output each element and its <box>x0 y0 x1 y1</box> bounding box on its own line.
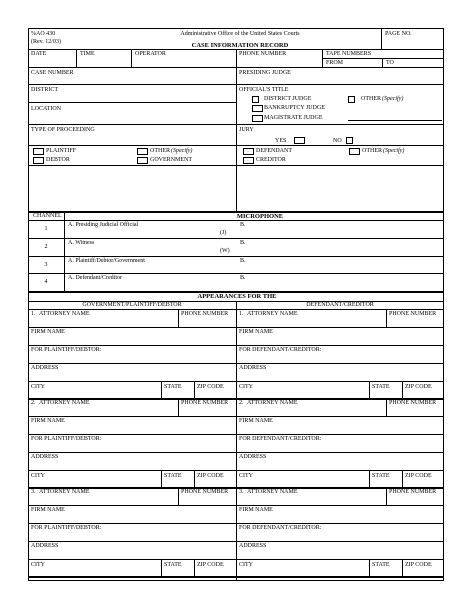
district-judge-checkbox[interactable] <box>252 96 259 103</box>
attorney-number: 3. <box>239 489 244 495</box>
represented-party-label: FOR PLAINTIFF/DEBTOR: <box>31 347 102 353</box>
firm-name-label: FIRM NAME <box>31 418 65 424</box>
debtor-label: DEBTOR <box>46 157 70 163</box>
represented-party-label: FOR DEFENDANT/CREDITOR: <box>239 436 322 442</box>
location-label: LOCATION <box>31 106 61 112</box>
attorney-name-label: ATTORNEY NAME <box>39 400 90 406</box>
jury-no-checkbox[interactable] <box>346 137 353 144</box>
tape-from-label: FROM <box>326 60 344 66</box>
other-party-right-checkbox[interactable] <box>349 148 360 155</box>
phone-number-label: PHONE NUMBER <box>239 51 287 57</box>
represented-party-label: FOR PLAINTIFF/DEBTOR: <box>31 525 102 531</box>
firm-name-label: FIRM NAME <box>239 329 273 335</box>
city-label: CITY <box>31 473 45 479</box>
tape-numbers-label: TAPE NUMBERS <box>326 51 372 57</box>
channel-number: 2 <box>44 244 48 250</box>
other-title-checkbox[interactable] <box>348 96 355 103</box>
attorney-number: 2. <box>239 400 244 406</box>
time-label: TIME <box>80 51 95 57</box>
mic-a-tag: (J) <box>220 230 227 236</box>
appearances-left-header: GOVERNMENT/PLAINTIFF/DEBTOR <box>82 302 182 308</box>
operator-label: OPERATOR <box>135 51 166 57</box>
firm-name-label: FIRM NAME <box>239 507 273 513</box>
zip-code-label: ZIP CODE <box>197 384 224 390</box>
attorney-number: 3. <box>31 489 36 495</box>
bankruptcy-judge-label: BANKRUPTCY JUDGE <box>264 105 325 111</box>
attorney-phone-label: PHONE NUMBER <box>389 400 437 406</box>
attorney-name-label: ATTORNEY NAME <box>39 489 90 495</box>
creditor-label: CREDITOR <box>256 157 286 163</box>
other-party-right-label: OTHER <box>362 148 382 154</box>
firm-name-label: FIRM NAME <box>31 329 65 335</box>
officials-title-label: OFFICIAL'S TITLE <box>239 87 289 93</box>
attorney-name-label: ATTORNEY NAME <box>247 311 298 317</box>
other-party-left-label: OTHER <box>150 148 170 154</box>
channel-number: 3 <box>44 262 48 268</box>
defendant-label: DEFENDANT <box>256 148 292 154</box>
state-label: STATE <box>164 473 182 479</box>
plaintiff-label: PLAINTIFF <box>46 148 77 154</box>
case-number-label: CASE NUMBER <box>31 70 74 76</box>
firm-name-label: FIRM NAME <box>31 507 65 513</box>
jury-yes-checkbox[interactable] <box>294 137 305 144</box>
district-judge-label: DISTRICT JUDGE <box>264 96 312 102</box>
represented-party-label: FOR DEFENDANT/CREDITOR: <box>239 347 322 353</box>
page-no-label: PAGE NO. <box>385 31 412 37</box>
zip-code-label: ZIP CODE <box>405 384 432 390</box>
represented-party-label: FOR PLAINTIFF/DEBTOR: <box>31 436 102 442</box>
form-title: CASE INFORMATION RECORD <box>191 42 289 49</box>
city-label: CITY <box>239 473 253 479</box>
presiding-judge-label: PRESIDING JUDGE <box>239 70 291 76</box>
address-label: ADDRESS <box>31 543 59 549</box>
attorney-phone-label: PHONE NUMBER <box>181 489 229 495</box>
date-label: DATE <box>31 51 47 57</box>
state-label: STATE <box>372 384 390 390</box>
city-label: CITY <box>239 384 253 390</box>
represented-party-label: FOR DEFENDANT/CREDITOR: <box>239 525 322 531</box>
defendant-checkbox[interactable] <box>243 148 254 155</box>
mic-a-label: A. Witness <box>68 240 95 246</box>
form-number: %AO 430 <box>31 31 56 37</box>
mic-a-label: A. Presiding Judicial Official <box>68 222 139 228</box>
jury-no-label: NO <box>333 138 342 144</box>
zip-code-label: ZIP CODE <box>197 562 224 568</box>
attorney-name-label: ATTORNEY NAME <box>247 400 298 406</box>
attorney-phone-label: PHONE NUMBER <box>181 400 229 406</box>
magistrate-judge-label: MAGISTRATE JUDGE <box>264 115 323 121</box>
other-party-left-specify: (Specify) <box>171 148 193 154</box>
channel-number: 1 <box>44 226 48 232</box>
magistrate-judge-checkbox[interactable] <box>252 115 263 122</box>
zip-code-label: ZIP CODE <box>405 562 432 568</box>
other-party-right-specify: (Specify) <box>383 148 405 154</box>
type-of-proceeding-label: TYPE OF PROCEEDING <box>31 127 95 133</box>
state-label: STATE <box>164 384 182 390</box>
form-revision: (Rev. 12/03) <box>31 39 61 45</box>
other-title-specify: (Specify) <box>382 96 404 102</box>
mic-b-label: B. <box>240 275 246 281</box>
jury-yes-label: YES <box>275 138 287 144</box>
mic-b-label: B. <box>240 258 246 264</box>
attorney-name-label: ATTORNEY NAME <box>247 489 298 495</box>
government-label: GOVERNMENT <box>150 157 192 163</box>
channel-header: CHANNEL <box>33 213 62 219</box>
zip-code-label: ZIP CODE <box>405 473 432 479</box>
city-label: CITY <box>239 562 253 568</box>
address-label: ADDRESS <box>239 454 267 460</box>
address-label: ADDRESS <box>31 365 59 371</box>
state-label: STATE <box>372 473 390 479</box>
government-checkbox[interactable] <box>137 157 148 164</box>
other-title-label: OTHER <box>361 96 381 102</box>
appearances-right-header: DEFENDANT/CREDITOR <box>306 302 374 308</box>
mic-b-label: B. <box>240 240 246 246</box>
mic-b-label: B. <box>240 222 246 228</box>
appearances-title: APPEARANCES FOR THE <box>197 293 277 300</box>
zip-code-label: ZIP CODE <box>197 473 224 479</box>
firm-name-label: FIRM NAME <box>239 418 273 424</box>
agency-name: Administrative Office of the United States Courts <box>180 31 300 37</box>
debtor-checkbox[interactable] <box>33 157 44 164</box>
attorney-name-label: ATTORNEY NAME <box>39 311 90 317</box>
address-label: ADDRESS <box>31 454 59 460</box>
address-label: ADDRESS <box>239 543 267 549</box>
attorney-phone-label: PHONE NUMBER <box>389 489 437 495</box>
attorney-phone-label: PHONE NUMBER <box>181 311 229 317</box>
channel-number: 4 <box>44 279 48 285</box>
attorney-number: 1. <box>31 311 36 317</box>
attorney-phone-label: PHONE NUMBER <box>389 311 437 317</box>
district-label: DISTRICT <box>31 87 58 93</box>
address-label: ADDRESS <box>239 365 267 371</box>
creditor-checkbox[interactable] <box>243 157 254 164</box>
plaintiff-checkbox[interactable] <box>33 148 44 155</box>
mic-a-tag: (W) <box>220 248 230 254</box>
city-label: CITY <box>31 562 45 568</box>
jury-label: JURY <box>239 127 254 133</box>
state-label: STATE <box>372 562 390 568</box>
tape-to-label: TO <box>386 60 394 66</box>
attorney-number: 2. <box>31 400 36 406</box>
attorney-number: 1. <box>239 311 244 317</box>
mic-a-label: A. Plaintiff/Debtor/Government <box>68 258 145 264</box>
mic-a-label: A. Defendant/Creditor <box>68 275 122 281</box>
microphone-header: MICROPHONE <box>236 213 284 220</box>
other-party-left-checkbox[interactable] <box>137 148 148 155</box>
city-label: CITY <box>31 384 45 390</box>
state-label: STATE <box>164 562 182 568</box>
bankruptcy-judge-checkbox[interactable] <box>252 105 263 112</box>
